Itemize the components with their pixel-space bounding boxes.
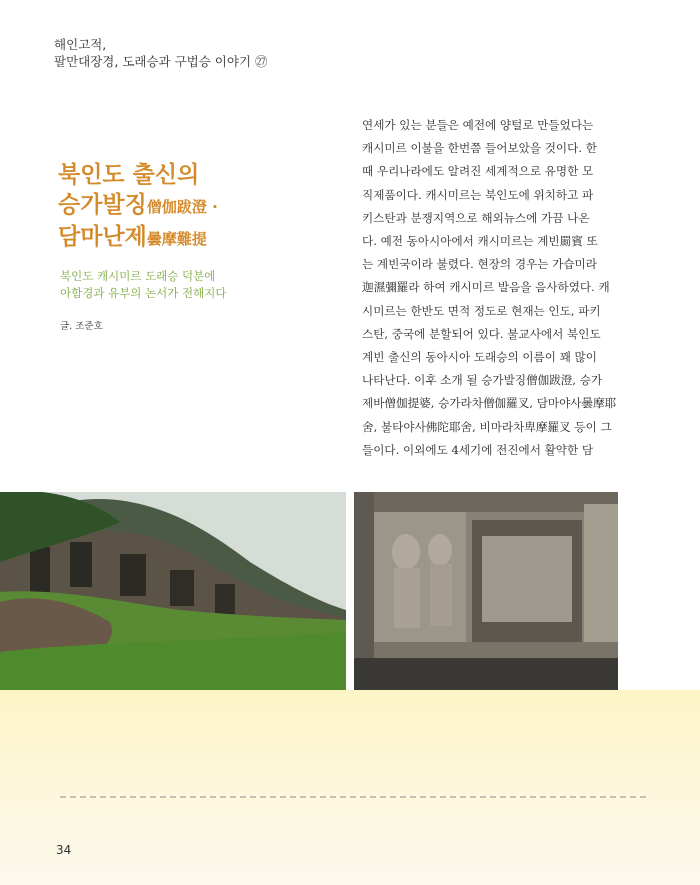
article-title xyxy=(58,160,218,254)
body-line: 나타난다. 이후 소개 될 승가발징僧伽跋澄, 승가 xyxy=(362,373,603,388)
page-number: 34 xyxy=(56,843,72,857)
body-line: 때 우리나라에도 알려진 세계적으로 유명한 모 xyxy=(362,164,594,179)
body-line: 들이다. 이외에도 4세기에 전진에서 활약한 담 xyxy=(362,442,594,457)
article-body xyxy=(362,114,622,462)
body-line: 연세가 있는 분들은 예전에 양털로 만들었다는 xyxy=(362,118,594,132)
body-line: 舍, 불타야사佛陀耶舍, 비마라차卑摩羅叉 등이 그 xyxy=(362,419,612,434)
author-byline: 글. 조준호 xyxy=(60,321,103,332)
body-line: 키스탄과 분쟁지역으로 해외뉴스에 가끔 나온 xyxy=(362,210,590,225)
body-line: 다. 예전 동아시아에서 캐시미르는 계빈罽賓 또 xyxy=(362,234,598,249)
body-line: 시미르는 한반도 면적 정도로 현재는 인도, 파키 xyxy=(362,303,601,318)
divider-line xyxy=(60,796,646,798)
subtitle-line-2: 아함경과 유부의 논서가 전해지다 xyxy=(60,286,227,300)
body-line: 직제품이다. 캐시미르는 북인도에 위치하고 파 xyxy=(362,187,594,202)
series-line-1: 해인고적, xyxy=(54,37,107,52)
cave-relief-image xyxy=(354,492,618,690)
subtitle-line-1: 북인도 캐시미르 도래승 덕분에 xyxy=(60,269,216,283)
series-line-2: 팔만대장경, 도래승과 구법승 이야기 ㉗ xyxy=(54,54,268,69)
article-subtitle xyxy=(60,268,227,302)
body-line: 迦濕彌羅라 하여 캐시미르 발음을 음사하였다. 캐 xyxy=(362,280,610,295)
body-line: 는 계빈국이라 불렸다. 현장의 경우는 가습미라 xyxy=(362,257,597,272)
title-line-2 xyxy=(58,190,218,222)
cave-landscape-photo xyxy=(0,492,346,690)
title-line-3-hanja: 曇摩難提 xyxy=(146,230,207,248)
title-line-3-text: 담마난제 xyxy=(58,224,147,250)
cave-relief-photo xyxy=(354,492,618,690)
bottom-background-wash xyxy=(0,690,700,885)
body-line: 계빈 출신의 동아시아 도래승의 이름이 꽤 많이 xyxy=(362,350,597,365)
title-line-3 xyxy=(58,222,218,254)
title-line-2-text: 승가발징 xyxy=(58,192,147,218)
cave-landscape-image xyxy=(0,492,346,690)
title-line-2-hanja: 僧伽跋澄 · xyxy=(146,198,218,216)
title-line-1 xyxy=(58,160,218,190)
body-line: 제바僧伽提婆, 승가라차僧伽羅叉, 담마야사曇摩耶 xyxy=(362,396,617,411)
body-line: 스탄, 중국에 분할되어 있다. 불교사에서 북인도 xyxy=(362,326,601,341)
title-line-1-text: 북인도 출신의 xyxy=(58,162,200,188)
body-line: 캐시미르 이불을 한번쯤 들어보았을 것이다. 한 xyxy=(362,141,597,156)
series-header xyxy=(54,36,268,70)
